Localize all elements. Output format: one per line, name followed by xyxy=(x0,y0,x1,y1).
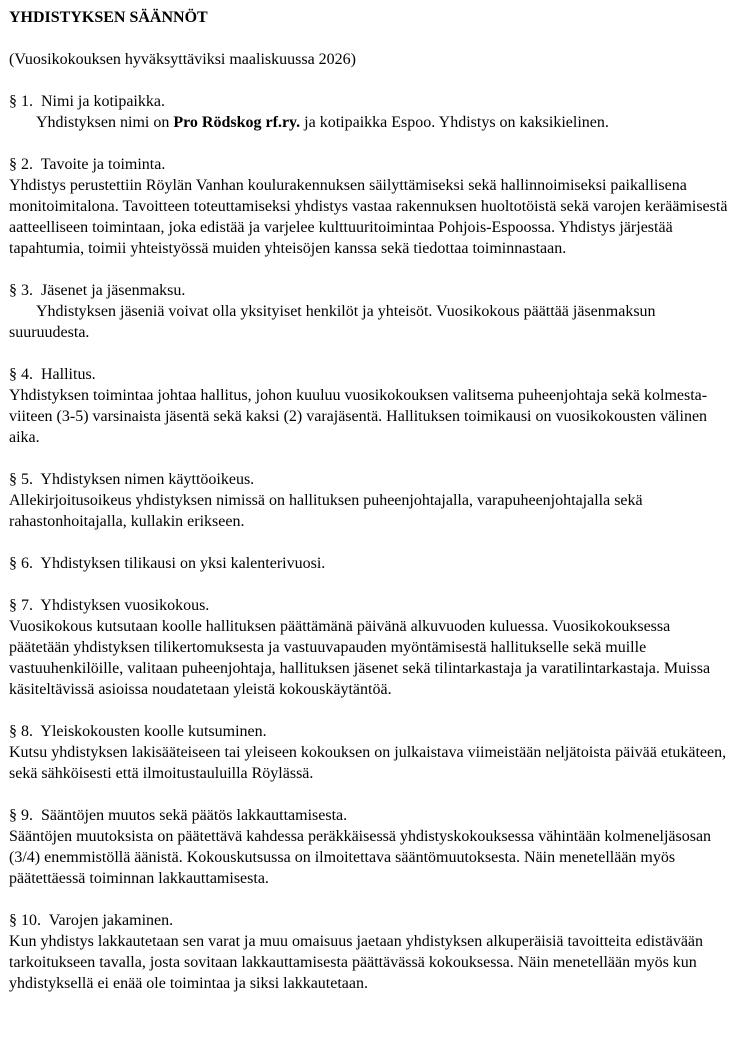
section-body: Sääntöjen muutoksista on päätettävä kahdessa peräkkäisessä yhdistyskokouksessa vähintään kolmeneljäsosan (3/4) enemmistöllä äänistä. Kokouskutsussa on ilmoitettava sääntömuutoksesta. Näin menetellään myös päätettäessä toiminnan lakkauttamisesta. xyxy=(9,828,716,887)
section-heading: § 4. Hallitus. xyxy=(9,366,96,383)
section-1-nimi-ja-kotipaikka xyxy=(9,91,730,133)
section-body xyxy=(9,112,730,133)
section-5-nimen-kayttooikeus xyxy=(9,469,730,532)
document-title: YHDISTYKSEN SÄÄNNÖT xyxy=(9,9,208,26)
association-name: Pro Rödskog rf.ry. xyxy=(173,114,301,131)
section-heading: § 7. Yhdistyksen vuosikokous. xyxy=(9,597,210,614)
section-heading: § 10. Varojen jakaminen. xyxy=(9,912,174,929)
section-body: Yhdistyksen toimintaa johtaa hallitus, johon kuuluu vuosikokouksen valitsema puheenjohtaja sekä kolmesta-viiteen (3-5) varsinaista jäsentä sekä kaksi (2) varajäsentä. Hallituksen toimikausi on vuosikokousten välinen aika. xyxy=(9,387,712,446)
section-6-tilikausi xyxy=(9,553,730,574)
section-body: Vuosikokous kutsutaan koolle hallituksen päättämänä päivänä alkuvuoden kuluessa. Vuosikokouksessa päätetään yhdistyksen tilikertomuksesta ja vastuuvapauden myöntämisestä hallitukselle sekä muille vastuuhenkilöille, valitaan puheenjohtaja, hallituksen jäsenet sekä tilintarkastaja ja varatilintarkastaja. Muissa käsiteltävissä asioissa noudatetaan yleistä kokouskäytäntöä. xyxy=(9,618,715,698)
section-heading: § 8. Yleiskokousten koolle kutsuminen. xyxy=(9,723,267,740)
section-body: Yhdistyksen jäseniä voivat olla yksityiset henkilöt ja yhteisöt. Vuosikokous päättää jäsenmaksun suuruudesta. xyxy=(9,303,660,341)
section-7-vuosikokous xyxy=(9,595,730,700)
section-heading: § 5. Yhdistyksen nimen käyttöoikeus. xyxy=(9,471,255,488)
section-2-tavoite-ja-toiminta xyxy=(9,154,730,259)
section-heading: § 2. Tavoite ja toiminta. xyxy=(9,156,166,173)
body-text: Yhdistyksen nimi on xyxy=(36,114,174,131)
section-body: Yhdistys perustettiin Röylän Vanhan koulurakennuksen säilyttämiseksi sekä hallinnoimiseksi paikallisena monitoimitalona. Tavoitteen toteuttamiseksi yhdistys vastaa rakennuksen huoltotöistä sekä varojen keräämisestä aatteelliseen toimintaan, joka edistää ja varjelee kulttuuritoimintaa Pohjois-Espoossa. Yhdistys järjestää tapahtumia, toimii yhteistyössä muiden yhteisöjen kanssa sekä tiedottaa toiminnastaan. xyxy=(9,177,732,257)
section-heading: § 1. Nimi ja kotipaikka. xyxy=(9,93,165,110)
section-8-koolle-kutsuminen xyxy=(9,721,730,784)
section-body: Kun yhdistys lakkautetaan sen varat ja muu omaisuus jaetaan yhdistyksen alkuperäisiä tavoitteita edistävään tarkoitukseen tavalla, josta sovitaan lakkauttamisesta päättävässä kokouksessa. Näin menetellään myös kun yhdistyksellä ei enää ole toimintaa ja siksi lakkautetaan. xyxy=(9,933,708,992)
section-10-varojen-jakaminen xyxy=(9,910,730,994)
section-body: Kutsu yhdistyksen lakisääteiseen tai yleiseen kokouksen on julkaistava viimeistään neljätoista päivää etukäteen, sekä sähköisesti että ilmoitustauluilla Röylässä. xyxy=(9,744,731,782)
section-heading: § 3. Jäsenet ja jäsenmaksu. xyxy=(9,282,186,299)
section-body: Allekirjoitusoikeus yhdistyksen nimissä on hallituksen puheenjohtajalla, varapuheenjohtajalla sekä rahastonhoitajalla, kullakin erikseen. xyxy=(9,492,647,530)
section-4-hallitus xyxy=(9,364,730,448)
document-subtitle: (Vuosikokouksen hyväksyttäviksi maaliskuussa 2026) xyxy=(9,51,357,68)
section-3-jasenet-ja-jasenmaksu xyxy=(9,280,730,343)
body-text: ja kotipaikka Espoo. Yhdistys on kaksikielinen. xyxy=(300,114,609,131)
section-9-saantojen-muutos xyxy=(9,805,730,889)
section-heading: § 9. Sääntöjen muutos sekä päätös lakkauttamisesta. xyxy=(9,807,348,824)
section-heading: § 6. Yhdistyksen tilikausi on yksi kalenterivuosi. xyxy=(9,555,326,572)
